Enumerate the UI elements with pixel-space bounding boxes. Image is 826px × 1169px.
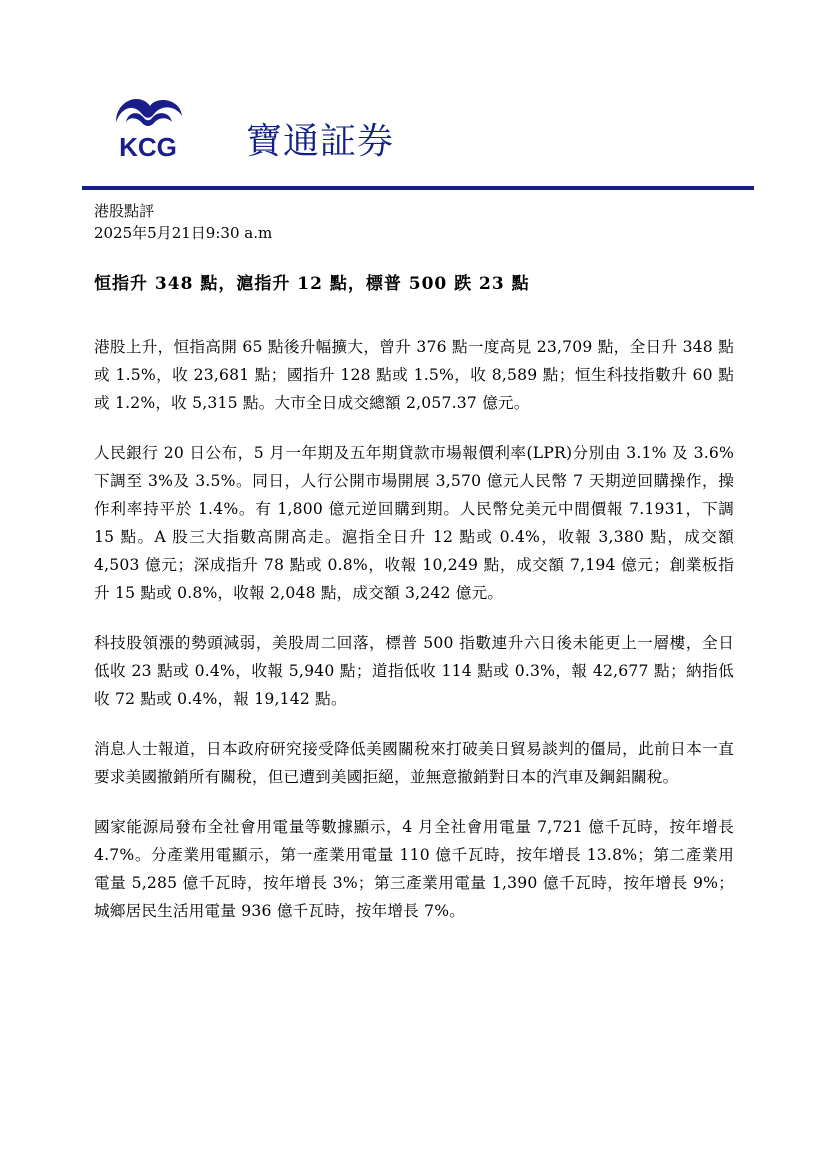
- report-category: 港股點評: [94, 202, 155, 220]
- header-divider: [82, 186, 754, 190]
- report-meta: [94, 200, 272, 244]
- paragraph-3: 科技股領漲的勢頭減弱，美股周二回落，標普 500 指數連升六日後未能更上一層樓，全日低收 23 點或 0.4%，收報 5,940 點；道指低收 114 點或 0.3%，報 42,677 點；納指低收 72 點或 0.4%，報 19,142 點。: [94, 634, 734, 708]
- report-datetime: 2025年5月21日9:30 a.m: [94, 224, 273, 242]
- kcg-logo: [110, 92, 186, 160]
- company-name: 寶通証券: [246, 121, 395, 162]
- letterhead: [0, 0, 826, 200]
- paragraph-1: 港股上升，恒指高開 65 點後升幅擴大，曾升 376 點一度高見 23,709 點，全日升 348 點或 1.5%，收 23,681 點；國指升 128 點或 1.5%，收 8,589 點；恒生科技指數升 60 點或 1.2%，收 5,315 點。大市全日成交總額 2,057.37 億元。: [94, 338, 734, 412]
- headline: 恒指升 348 點，滬指升 12 點，標普 500 跌 23 點: [94, 274, 530, 294]
- paragraph-5: 國家能源局發布全社會用電量等數據顯示，4 月全社會用電量 7,721 億千瓦時，按年增長 4.7%。分產業用電顯示，第一產業用電量 110 億千瓦時，按年增長 13.8%；第二產業用電量 5,285 億千瓦時，按年增長 3%；第三產業用電量 1,390 億千瓦時，按年增長 9%；城鄉居民生活用電量 936 億千瓦時，按年增長 7%。: [94, 818, 734, 920]
- logo-text: KCG: [119, 132, 177, 160]
- paragraph-2: 人民銀行 20 日公布，5 月一年期及五年期貸款市場報價利率(LPR)分別由 3.1% 及 3.6%下調至 3%及 3.5%。同日，人行公開市場開展 3,570 億元人民幣 7 天期逆回購操作，操作利率持平於 1.4%。有 1,800 億元逆回購到期。人民幣兌美元中間價報 7.1931，下調 15 點。A 股三大指數高開高走。滬指全日升 12 點或 0.4%，收報 3,380 點，成交額 4,503 億元；深成指升 78 點或 0.8%，收報 10,249 點，成交額 7,194 億元；創業板指升 15 點或 0.8%，收報 2,048 點，成交額 3,242 億元。: [94, 444, 734, 602]
- article-body: [94, 333, 734, 947]
- paragraph-4: 消息人士報道，日本政府研究接受降低美國關稅來打破美日貿易談判的僵局，此前日本一直要求美國撤銷所有關稅，但已遭到美國拒絕，並無意撤銷對日本的汽車及鋼鋁關稅。: [94, 740, 734, 786]
